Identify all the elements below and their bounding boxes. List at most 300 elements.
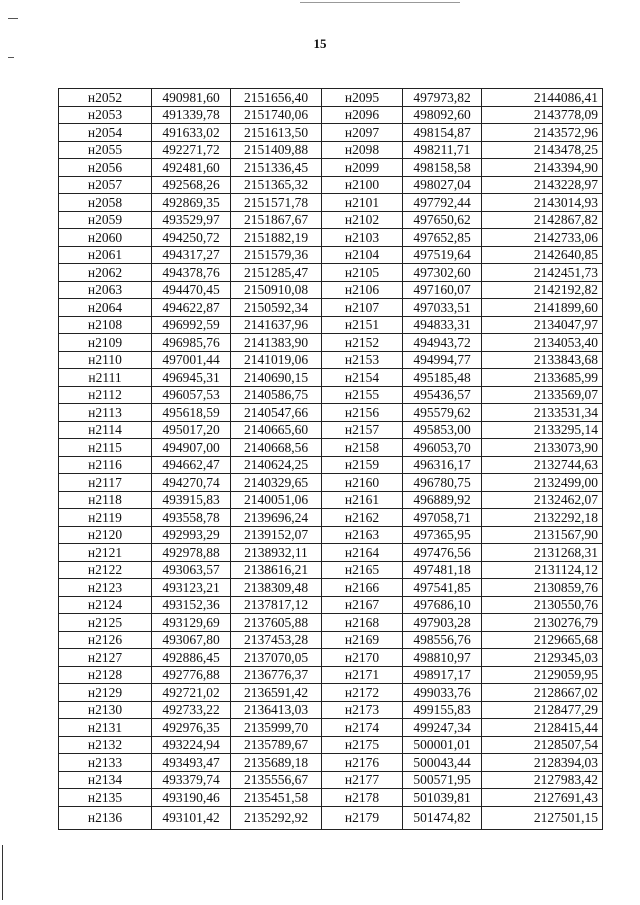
point-id-cell: н2173 <box>322 701 403 719</box>
coord-y-cell: 2142640,85 <box>482 246 603 264</box>
point-id-cell: н2118 <box>59 491 152 509</box>
coord-y-cell: 2135292,92 <box>231 806 322 829</box>
point-id-cell: н2157 <box>322 421 403 439</box>
coord-x-cell: 497481,18 <box>403 561 482 579</box>
table-row <box>59 369 603 387</box>
coord-y-cell: 2127983,42 <box>482 771 603 789</box>
coord-y-cell: 2128415,44 <box>482 719 603 737</box>
coord-y-cell: 2142192,82 <box>482 281 603 299</box>
coord-x-cell: 492976,35 <box>152 719 231 737</box>
coord-x-cell: 493190,46 <box>152 789 231 807</box>
coord-y-cell: 2133295,14 <box>482 421 603 439</box>
coord-x-cell: 494270,74 <box>152 474 231 492</box>
coord-y-cell: 2135999,70 <box>231 719 322 737</box>
point-id-cell: н2107 <box>322 299 403 317</box>
table-row <box>59 299 603 317</box>
coord-y-cell: 2138932,11 <box>231 544 322 562</box>
point-id-cell: н2097 <box>322 124 403 142</box>
coord-x-cell: 490981,60 <box>152 89 231 107</box>
coord-y-cell: 2141019,06 <box>231 351 322 369</box>
table-row <box>59 614 603 632</box>
coord-y-cell: 2151740,06 <box>231 106 322 124</box>
coord-y-cell: 2133685,99 <box>482 369 603 387</box>
coord-x-cell: 494994,77 <box>403 351 482 369</box>
coord-x-cell: 493493,47 <box>152 754 231 772</box>
point-id-cell: н2175 <box>322 736 403 754</box>
table-row <box>59 351 603 369</box>
coord-y-cell: 2140586,75 <box>231 386 322 404</box>
point-id-cell: н2057 <box>59 176 152 194</box>
point-id-cell: н2098 <box>322 141 403 159</box>
table-row <box>59 754 603 772</box>
coord-y-cell: 2142733,06 <box>482 229 603 247</box>
table-row <box>59 386 603 404</box>
table-row <box>59 456 603 474</box>
table-row <box>59 561 603 579</box>
scan-left-edge <box>2 845 3 900</box>
point-id-cell: н2117 <box>59 474 152 492</box>
coord-y-cell: 2151579,36 <box>231 246 322 264</box>
point-id-cell: н2160 <box>322 474 403 492</box>
point-id-cell: н2056 <box>59 159 152 177</box>
coord-x-cell: 493129,69 <box>152 614 231 632</box>
coord-x-cell: 497650,62 <box>403 211 482 229</box>
point-id-cell: н2131 <box>59 719 152 737</box>
coord-y-cell: 2140668,56 <box>231 439 322 457</box>
coord-y-cell: 2140665,60 <box>231 421 322 439</box>
coord-y-cell: 2133843,68 <box>482 351 603 369</box>
coord-x-cell: 494907,00 <box>152 439 231 457</box>
coord-y-cell: 2151336,45 <box>231 159 322 177</box>
coord-x-cell: 496889,92 <box>403 491 482 509</box>
point-id-cell: н2102 <box>322 211 403 229</box>
point-id-cell: н2135 <box>59 789 152 807</box>
coord-y-cell: 2131268,31 <box>482 544 603 562</box>
point-id-cell: н2127 <box>59 649 152 667</box>
coord-y-cell: 2151867,67 <box>231 211 322 229</box>
point-id-cell: н2063 <box>59 281 152 299</box>
point-id-cell: н2168 <box>322 614 403 632</box>
coord-y-cell: 2140329,65 <box>231 474 322 492</box>
coord-y-cell: 2132499,00 <box>482 474 603 492</box>
table-row <box>59 246 603 264</box>
coord-x-cell: 501039,81 <box>403 789 482 807</box>
coord-x-cell: 492721,02 <box>152 684 231 702</box>
coord-y-cell: 2140690,15 <box>231 369 322 387</box>
coord-y-cell: 2129059,95 <box>482 666 603 684</box>
table-row <box>59 404 603 422</box>
point-id-cell: н2172 <box>322 684 403 702</box>
point-id-cell: н2163 <box>322 526 403 544</box>
coord-y-cell: 2150592,34 <box>231 299 322 317</box>
coord-y-cell: 2140547,66 <box>231 404 322 422</box>
coord-y-cell: 2134053,40 <box>482 334 603 352</box>
table-row <box>59 631 603 649</box>
coord-y-cell: 2143572,96 <box>482 124 603 142</box>
coord-x-cell: 497903,28 <box>403 614 482 632</box>
point-id-cell: н2095 <box>322 89 403 107</box>
coord-y-cell: 2151656,40 <box>231 89 322 107</box>
coord-x-cell: 493101,42 <box>152 806 231 829</box>
point-id-cell: н2176 <box>322 754 403 772</box>
point-id-cell: н2128 <box>59 666 152 684</box>
coord-x-cell: 492869,35 <box>152 194 231 212</box>
point-id-cell: н2064 <box>59 299 152 317</box>
coord-x-cell: 496053,70 <box>403 439 482 457</box>
coord-x-cell: 497686,10 <box>403 596 482 614</box>
point-id-cell: н2105 <box>322 264 403 282</box>
coord-x-cell: 492978,88 <box>152 544 231 562</box>
coord-y-cell: 2135689,18 <box>231 754 322 772</box>
coordinates-table <box>58 88 603 830</box>
coord-x-cell: 496985,76 <box>152 334 231 352</box>
point-id-cell: н2053 <box>59 106 152 124</box>
point-id-cell: н2126 <box>59 631 152 649</box>
coord-x-cell: 498092,60 <box>403 106 482 124</box>
point-id-cell: н2122 <box>59 561 152 579</box>
coord-x-cell: 493558,78 <box>152 509 231 527</box>
coord-x-cell: 492481,60 <box>152 159 231 177</box>
point-id-cell: н2153 <box>322 351 403 369</box>
point-id-cell: н2166 <box>322 579 403 597</box>
coord-x-cell: 495618,59 <box>152 404 231 422</box>
coord-x-cell: 498158,58 <box>403 159 482 177</box>
table-row <box>59 316 603 334</box>
point-id-cell: н2167 <box>322 596 403 614</box>
point-id-cell: н2108 <box>59 316 152 334</box>
coord-x-cell: 493529,97 <box>152 211 231 229</box>
table-row <box>59 789 603 807</box>
point-id-cell: н2116 <box>59 456 152 474</box>
coord-x-cell: 498810,97 <box>403 649 482 667</box>
coord-y-cell: 2138309,48 <box>231 579 322 597</box>
table-row <box>59 159 603 177</box>
coord-y-cell: 2137453,28 <box>231 631 322 649</box>
page-number: 15 <box>313 36 327 51</box>
point-id-cell: н2121 <box>59 544 152 562</box>
coord-x-cell: 495853,00 <box>403 421 482 439</box>
coord-x-cell: 497058,71 <box>403 509 482 527</box>
table-row <box>59 89 603 107</box>
coord-x-cell: 491339,78 <box>152 106 231 124</box>
coord-x-cell: 500571,95 <box>403 771 482 789</box>
coord-x-cell: 492886,45 <box>152 649 231 667</box>
scan-top-line <box>300 2 460 3</box>
coord-y-cell: 2127691,43 <box>482 789 603 807</box>
point-id-cell: н2154 <box>322 369 403 387</box>
point-id-cell: н2120 <box>59 526 152 544</box>
coord-y-cell: 2143394,90 <box>482 159 603 177</box>
point-id-cell: н2059 <box>59 211 152 229</box>
table-row <box>59 579 603 597</box>
table-row <box>59 509 603 527</box>
coord-x-cell: 497652,85 <box>403 229 482 247</box>
coord-x-cell: 493152,36 <box>152 596 231 614</box>
coord-x-cell: 495017,20 <box>152 421 231 439</box>
table-row <box>59 474 603 492</box>
point-id-cell: н2061 <box>59 246 152 264</box>
table-row <box>59 211 603 229</box>
coord-x-cell: 498556,76 <box>403 631 482 649</box>
coord-y-cell: 2151882,19 <box>231 229 322 247</box>
coord-y-cell: 2143014,93 <box>482 194 603 212</box>
coord-x-cell: 492568,26 <box>152 176 231 194</box>
table-row <box>59 106 603 124</box>
coord-x-cell: 499033,76 <box>403 684 482 702</box>
point-id-cell: н2159 <box>322 456 403 474</box>
coord-x-cell: 496780,75 <box>403 474 482 492</box>
point-id-cell: н2133 <box>59 754 152 772</box>
coord-y-cell: 2142867,82 <box>482 211 603 229</box>
point-id-cell: н2101 <box>322 194 403 212</box>
coord-y-cell: 2141899,60 <box>482 299 603 317</box>
table-row <box>59 421 603 439</box>
point-id-cell: н2112 <box>59 386 152 404</box>
coord-y-cell: 2133073,90 <box>482 439 603 457</box>
point-id-cell: н2165 <box>322 561 403 579</box>
table-row <box>59 649 603 667</box>
coord-y-cell: 2132744,63 <box>482 456 603 474</box>
coord-y-cell: 2140051,06 <box>231 491 322 509</box>
coord-y-cell: 2135789,67 <box>231 736 322 754</box>
point-id-cell: н2130 <box>59 701 152 719</box>
coord-x-cell: 493224,94 <box>152 736 231 754</box>
coord-y-cell: 2131567,90 <box>482 526 603 544</box>
point-id-cell: н2106 <box>322 281 403 299</box>
coord-y-cell: 2138616,21 <box>231 561 322 579</box>
table-row <box>59 806 603 829</box>
coord-y-cell: 2128507,54 <box>482 736 603 754</box>
coord-x-cell: 494662,47 <box>152 456 231 474</box>
coord-x-cell: 494250,72 <box>152 229 231 247</box>
coord-x-cell: 493123,21 <box>152 579 231 597</box>
coord-x-cell: 498154,87 <box>403 124 482 142</box>
coord-x-cell: 498917,17 <box>403 666 482 684</box>
coord-y-cell: 2144086,41 <box>482 89 603 107</box>
point-id-cell: н2132 <box>59 736 152 754</box>
point-id-cell: н2096 <box>322 106 403 124</box>
table-row <box>59 141 603 159</box>
table-row <box>59 194 603 212</box>
coord-x-cell: 494470,45 <box>152 281 231 299</box>
coord-y-cell: 2133531,34 <box>482 404 603 422</box>
point-id-cell: н2178 <box>322 789 403 807</box>
point-id-cell: н2055 <box>59 141 152 159</box>
point-id-cell: н2179 <box>322 806 403 829</box>
point-id-cell: н2114 <box>59 421 152 439</box>
coord-x-cell: 492993,29 <box>152 526 231 544</box>
point-id-cell: н2134 <box>59 771 152 789</box>
coord-y-cell: 2139696,24 <box>231 509 322 527</box>
coord-y-cell: 2151571,78 <box>231 194 322 212</box>
coord-x-cell: 497541,85 <box>403 579 482 597</box>
table-row <box>59 544 603 562</box>
point-id-cell: н2115 <box>59 439 152 457</box>
point-id-cell: н2171 <box>322 666 403 684</box>
coord-y-cell: 2130859,76 <box>482 579 603 597</box>
coord-x-cell: 500001,01 <box>403 736 482 754</box>
coord-x-cell: 495185,48 <box>403 369 482 387</box>
coord-y-cell: 2128477,29 <box>482 701 603 719</box>
coord-x-cell: 492776,88 <box>152 666 231 684</box>
coord-y-cell: 2151409,88 <box>231 141 322 159</box>
table-row <box>59 596 603 614</box>
table-row <box>59 176 603 194</box>
point-id-cell: н2136 <box>59 806 152 829</box>
coord-y-cell: 2131124,12 <box>482 561 603 579</box>
table-row <box>59 124 603 142</box>
coord-y-cell: 2132462,07 <box>482 491 603 509</box>
coord-y-cell: 2137605,88 <box>231 614 322 632</box>
coord-x-cell: 494622,87 <box>152 299 231 317</box>
point-id-cell: н2161 <box>322 491 403 509</box>
coord-y-cell: 2140624,25 <box>231 456 322 474</box>
table-row <box>59 526 603 544</box>
coord-y-cell: 2143228,97 <box>482 176 603 194</box>
coord-x-cell: 493063,57 <box>152 561 231 579</box>
margin-mark <box>8 57 14 58</box>
point-id-cell: н2177 <box>322 771 403 789</box>
coord-x-cell: 493915,83 <box>152 491 231 509</box>
coord-y-cell: 2150910,08 <box>231 281 322 299</box>
point-id-cell: н2151 <box>322 316 403 334</box>
point-id-cell: н2110 <box>59 351 152 369</box>
point-id-cell: н2162 <box>322 509 403 527</box>
point-id-cell: н2058 <box>59 194 152 212</box>
coord-x-cell: 496316,17 <box>403 456 482 474</box>
point-id-cell: н2103 <box>322 229 403 247</box>
coord-x-cell: 494378,76 <box>152 264 231 282</box>
coord-y-cell: 2141383,90 <box>231 334 322 352</box>
table-row <box>59 334 603 352</box>
coord-x-cell: 497973,82 <box>403 89 482 107</box>
coord-x-cell: 497033,51 <box>403 299 482 317</box>
coord-x-cell: 492733,22 <box>152 701 231 719</box>
coord-y-cell: 2151613,50 <box>231 124 322 142</box>
coord-x-cell: 494833,31 <box>403 316 482 334</box>
coord-x-cell: 497365,95 <box>403 526 482 544</box>
coord-y-cell: 2132292,18 <box>482 509 603 527</box>
coord-x-cell: 494317,27 <box>152 246 231 264</box>
point-id-cell: н2052 <box>59 89 152 107</box>
point-id-cell: н2060 <box>59 229 152 247</box>
point-id-cell: н2156 <box>322 404 403 422</box>
coord-x-cell: 499155,83 <box>403 701 482 719</box>
table-row <box>59 684 603 702</box>
coord-y-cell: 2135556,67 <box>231 771 322 789</box>
point-id-cell: н2155 <box>322 386 403 404</box>
coord-x-cell: 495579,62 <box>403 404 482 422</box>
table-row <box>59 736 603 754</box>
coord-y-cell: 2128394,03 <box>482 754 603 772</box>
point-id-cell: н2169 <box>322 631 403 649</box>
point-id-cell: н2129 <box>59 684 152 702</box>
point-id-cell: н2111 <box>59 369 152 387</box>
coord-x-cell: 491633,02 <box>152 124 231 142</box>
coord-x-cell: 497160,07 <box>403 281 482 299</box>
coord-y-cell: 2129665,68 <box>482 631 603 649</box>
table-row <box>59 439 603 457</box>
table-row <box>59 491 603 509</box>
table-row <box>59 666 603 684</box>
point-id-cell: н2164 <box>322 544 403 562</box>
coord-y-cell: 2136413,03 <box>231 701 322 719</box>
coord-y-cell: 2137070,05 <box>231 649 322 667</box>
point-id-cell: н2124 <box>59 596 152 614</box>
point-id-cell: н2062 <box>59 264 152 282</box>
coord-y-cell: 2143778,09 <box>482 106 603 124</box>
coord-x-cell: 496057,53 <box>152 386 231 404</box>
coord-y-cell: 2128667,02 <box>482 684 603 702</box>
coord-x-cell: 500043,44 <box>403 754 482 772</box>
point-id-cell: н2170 <box>322 649 403 667</box>
coord-x-cell: 497302,60 <box>403 264 482 282</box>
table-row <box>59 771 603 789</box>
point-id-cell: н2109 <box>59 334 152 352</box>
coord-x-cell: 493067,80 <box>152 631 231 649</box>
coord-x-cell: 493379,74 <box>152 771 231 789</box>
coord-x-cell: 492271,72 <box>152 141 231 159</box>
point-id-cell: н2054 <box>59 124 152 142</box>
point-id-cell: н2100 <box>322 176 403 194</box>
point-id-cell: н2113 <box>59 404 152 422</box>
coord-x-cell: 499247,34 <box>403 719 482 737</box>
coord-x-cell: 496992,59 <box>152 316 231 334</box>
point-id-cell: н2174 <box>322 719 403 737</box>
table-row <box>59 281 603 299</box>
coord-y-cell: 2134047,97 <box>482 316 603 334</box>
point-id-cell: н2099 <box>322 159 403 177</box>
coord-x-cell: 496945,31 <box>152 369 231 387</box>
coord-y-cell: 2129345,03 <box>482 649 603 667</box>
coord-y-cell: 2136776,37 <box>231 666 322 684</box>
table-row <box>59 229 603 247</box>
coord-y-cell: 2135451,58 <box>231 789 322 807</box>
margin-mark <box>8 18 18 19</box>
coord-y-cell: 2143478,25 <box>482 141 603 159</box>
table-row <box>59 701 603 719</box>
point-id-cell: н2104 <box>322 246 403 264</box>
coord-y-cell: 2130276,79 <box>482 614 603 632</box>
coord-y-cell: 2151285,47 <box>231 264 322 282</box>
point-id-cell: н2125 <box>59 614 152 632</box>
coord-y-cell: 2142451,73 <box>482 264 603 282</box>
coord-y-cell: 2139152,07 <box>231 526 322 544</box>
coord-y-cell: 2141637,96 <box>231 316 322 334</box>
coord-x-cell: 495436,57 <box>403 386 482 404</box>
coord-x-cell: 501474,82 <box>403 806 482 829</box>
coord-y-cell: 2127501,15 <box>482 806 603 829</box>
coord-x-cell: 498211,71 <box>403 141 482 159</box>
table-row <box>59 264 603 282</box>
coord-x-cell: 497792,44 <box>403 194 482 212</box>
coord-x-cell: 497519,64 <box>403 246 482 264</box>
coord-y-cell: 2137817,12 <box>231 596 322 614</box>
point-id-cell: н2152 <box>322 334 403 352</box>
coord-x-cell: 494943,72 <box>403 334 482 352</box>
coord-x-cell: 498027,04 <box>403 176 482 194</box>
coord-y-cell: 2130550,76 <box>482 596 603 614</box>
coord-y-cell: 2151365,32 <box>231 176 322 194</box>
coord-y-cell: 2133569,07 <box>482 386 603 404</box>
coord-x-cell: 497001,44 <box>152 351 231 369</box>
coord-x-cell: 497476,56 <box>403 544 482 562</box>
table-row <box>59 719 603 737</box>
coord-y-cell: 2136591,42 <box>231 684 322 702</box>
point-id-cell: н2123 <box>59 579 152 597</box>
point-id-cell: н2158 <box>322 439 403 457</box>
point-id-cell: н2119 <box>59 509 152 527</box>
